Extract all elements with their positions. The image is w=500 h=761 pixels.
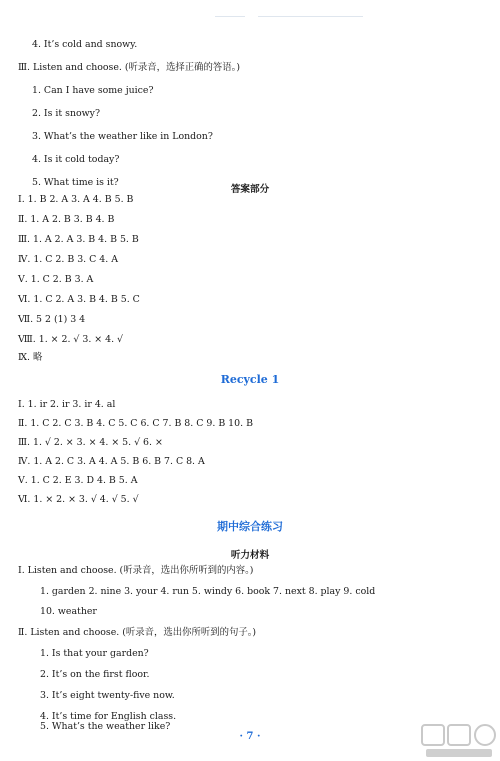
answer-line: Ⅵ. 1. C 2. A 3. B 4. B 5. C [18, 294, 140, 305]
recycle-answer-line: Ⅵ. 1. × 2. × 3. √ 4. √ 5. √ [18, 494, 139, 505]
recycle-answer-line: Ⅰ. 1. ir 2. ir 3. ir 4. al [18, 399, 116, 410]
listening-sentence: 1. Is that your garden? [40, 648, 149, 659]
listening-words: 10. weather [40, 606, 97, 617]
answer-line: Ⅲ. 1. A 2. A 3. B 4. B 5. B [18, 234, 139, 245]
listening-title: 听力材料 [230, 550, 270, 561]
answer-line: Ⅱ. 1. A 2. B 3. B 4. B [18, 214, 115, 225]
recycle-answer-line: Ⅳ. 1. A 2. C 3. A 4. A 5. B 6. B 7. C 8. A [18, 456, 205, 467]
answer-line: Ⅳ. 1. C 2. B 3. C 4. A [18, 254, 118, 265]
recycle-answer-line: Ⅲ. 1. √ 2. × 3. × 4. × 5. √ 6. × [18, 437, 163, 448]
answer-line: Ⅴ. 1. C 2. B 3. A [18, 274, 94, 285]
question-line: 2. Is it snowy? [32, 108, 101, 119]
midterm-title: 期中综合练习 [217, 520, 283, 533]
answer-line: Ⅶ. 5 2 (1) 3 4 [18, 314, 86, 325]
listening-words: 1. garden 2. nine 3. your 4. run 5. windy 6. book 7. next 8. play 9. cold [40, 586, 376, 597]
section-heading: Ⅱ. Listen and choose. (听录音，选出你所听到的句子。) [18, 627, 257, 638]
question-line: 4. It’s cold and snowy. [32, 39, 138, 50]
listening-sentence: 4. It’s time for English class. [40, 711, 177, 722]
answer-line: Ⅷ. 1. × 2. √ 3. × 4. √ [18, 334, 124, 345]
question-line: 1. Can I have some juice? [32, 85, 154, 96]
answer-line: Ⅸ. 略 [18, 352, 43, 363]
question-line: 5. What time is it? [32, 177, 119, 188]
answers-title: 答案部分 [230, 184, 270, 195]
page-number: · 7 · [239, 731, 261, 742]
watermark-logo-icon [420, 722, 498, 760]
answer-line: Ⅰ. 1. B 2. A 3. A 4. B 5. B [18, 194, 134, 205]
recycle-answer-line: Ⅱ. 1. C 2. C 3. B 4. C 5. C 6. C 7. B 8. C 9. B 10. B [18, 418, 253, 429]
question-line: 4. Is it cold today? [32, 154, 120, 165]
listening-sentence: 3. It’s eight twenty-five now. [40, 690, 175, 701]
question-line: 3. What’s the weather like in London? [32, 131, 213, 142]
section-heading: Ⅲ. Listen and choose. (听录音，选择正确的答语。) [18, 62, 240, 73]
section-heading: Ⅰ. Listen and choose. (听录音，选出你所听到的内容。) [18, 565, 254, 576]
listening-sentence: 5. What’s the weather like? [40, 721, 171, 732]
recycle-answer-line: Ⅴ. 1. C 2. E 3. D 4. B 5. A [18, 475, 138, 486]
listening-sentence: 2. It’s on the first floor. [40, 669, 150, 680]
recycle-title: Recycle 1 [220, 373, 280, 386]
top-rule-left [215, 16, 245, 17]
top-rule-right [258, 16, 363, 17]
